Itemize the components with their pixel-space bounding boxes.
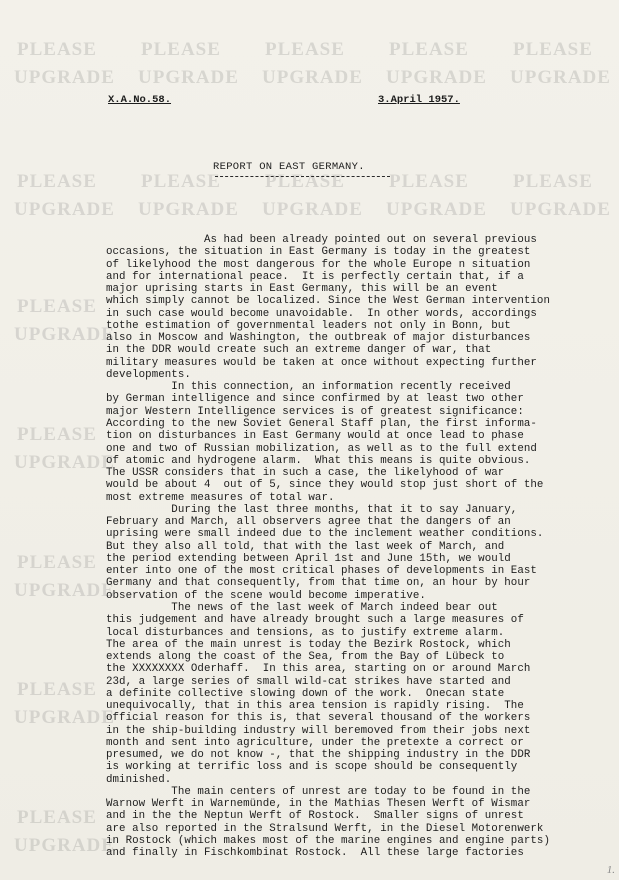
text-line: local disturbances and tensions, as to justify extreme alarm. [106,626,505,639]
text-line: also in Moscow and Washington, the outbreak of major disturbances [106,332,531,345]
watermark-text: PLEASE [265,40,345,60]
text-line: the XXXXXXXX Oderhaff. In this area, starting on or around March [106,663,531,676]
page-number: 1. [606,864,615,876]
text-line: tion on disturbances in East Germany would at once lead to phase [106,430,524,443]
text-line: According to the new Soviet General Staff plan, the first informa- [106,417,537,430]
text-line: in the DDR would create such an extreme danger of war, that [106,344,492,357]
watermark-text: UPGRADE [138,68,239,88]
watermark-text: UPGRADE [262,200,363,220]
text-line: month and sent into agriculture, under the pretexte a correct or [106,736,524,749]
text-line: unequivocally, that in this area tension is rapidly rising. The [106,700,524,713]
text-line: would be about 4 out of 5, since they would stop just short of the [106,479,544,492]
watermark-text: UPGRADE [510,200,611,220]
watermark-text: PLEASE [389,172,469,192]
document-date: 3.April 1957. [378,94,460,106]
watermark-text: UPGRADE [14,581,115,601]
watermark-row [0,40,619,60]
text-line: the period extending between April 1st and June 15th, we would [106,552,511,565]
text-line: and for international peace. It is perfectly certain that, if a [106,270,524,283]
title-underline [215,176,390,177]
watermark-text: UPGRADE [14,68,115,88]
text-line: The main centers of unrest are today to be found in the [106,785,531,798]
watermark-text: UPGRADE [14,200,115,220]
text-line: a definite collective slowing down of the work. Onecan state [106,687,505,700]
watermark-text: UPGRADE [262,68,363,88]
watermark-text: UPGRADE [14,325,115,345]
text-line: major Western Intelligence services is of greatest significance: [106,405,524,418]
watermark-text: UPGRADE [14,708,115,728]
text-line: and finally in Fischkombinat Rostock. All these large factories [106,847,524,860]
body-text [106,234,616,860]
watermark-text: PLEASE [265,172,345,192]
text-line: occasions, the situation in East Germany is today in the greatest [106,246,531,259]
watermark-text: PLEASE [17,553,97,573]
text-line: are also reported in the Stralsund Werft, in the Diesel Motorenwerk [106,822,544,835]
watermark-text: PLEASE [17,297,97,317]
text-line: one and two of Russian mobilization, as well as to the full extend [106,442,537,455]
text-line: Warnow Werft in Warnemünde, in the Mathias Thesen Werft of Wismar [106,798,531,811]
text-line: observation of the scene would become imperative. [106,589,426,602]
text-line: enter into one of the most critical phases of developments in East [106,565,537,578]
text-line: by German intelligence and since confirmed by at least two other [106,393,524,406]
text-line: Germany and that consequently, from that time on, an hour by hour [106,577,531,590]
watermark-text: PLEASE [513,172,593,192]
text-line: this judgement and have already brought such a large measures of [106,614,524,627]
text-line: major uprising starts in East Germany, this will be an event [106,283,498,296]
watermark-text: PLEASE [17,425,97,445]
watermark-text: PLEASE [141,40,221,60]
text-line: in the ship-building industry will beremoved from their jobs next [106,724,531,737]
text-line: dminished. [106,773,172,786]
text-line: During the last three months, that it to say January, [106,503,518,516]
text-line: military measures would be taken at once without expecting further [106,356,537,369]
text-line: of atomic and hydrogene alarm. What this means is quite obvious. [106,454,531,467]
watermark-text: PLEASE [17,680,97,700]
text-line: As had been already pointed out on several previous [106,234,537,246]
text-line: 23d, a large series of small wild-cat strikes have started and [106,675,511,688]
watermark-row [0,172,619,192]
text-line: which simply cannot be localized. Since the West German intervention [106,295,550,308]
watermark-row [0,68,619,88]
text-line: The news of the last week of March indeed bear out [106,601,498,614]
text-line: The USSR considers that in such a case, the likelyhood of war [106,467,505,480]
text-line: is working at terrific loss and is scope should be consequently [106,761,518,774]
watermark-text: UPGRADE [14,836,115,856]
watermark-text: UPGRADE [386,68,487,88]
watermark-text: PLEASE [141,172,221,192]
text-line: in Rostock (which makes most of the marine engines and engine parts) [106,835,550,848]
text-line: developments. [106,368,191,381]
text-line: presumed, we do not know -, that the shipping industry in the DDR [106,749,531,762]
text-line: of likelyhood the most dangerous for the whole Europe n situation [106,258,531,271]
watermark-text: PLEASE [389,40,469,60]
text-line: February and March, all observers agree that the dangers of an [106,516,511,529]
watermark-text: PLEASE [17,808,97,828]
text-line: uprising were small indeed due to the inclement weather conditions. [106,528,544,541]
document-title: REPORT ON EAST GERMANY. [213,161,365,173]
text-line: official reason for this is, that several thousand of the workers [106,712,531,725]
text-line: tothe estimation of governmental leaders not only in Bonn, but [106,319,511,332]
text-line: extends along the coast of the Sea, from the Bay of Lübeck to [106,651,505,664]
watermark-row [0,200,619,220]
watermark-text: UPGRADE [138,200,239,220]
watermark-text: UPGRADE [510,68,611,88]
watermark-text: UPGRADE [14,453,115,473]
watermark-text: PLEASE [17,172,97,192]
text-line: In this connection, an information recently received [106,381,511,394]
text-line: in such case would become unavoidable. In other words, accordings [106,307,537,320]
text-line: The area of the main unrest is today the Bezirk Rostock, which [106,638,511,651]
watermark-text: PLEASE [17,40,97,60]
text-line: But they also all told, that with the last week of March, and [106,540,505,553]
watermark-text: UPGRADE [386,200,487,220]
text-line: most extreme measures of total war. [106,491,335,504]
text-line: and in the the Neptun Werft of Rostock. Smaller signs of unrest [106,810,524,823]
reference-number: X.A.No.58. [108,94,172,106]
watermark-text: PLEASE [513,40,593,60]
